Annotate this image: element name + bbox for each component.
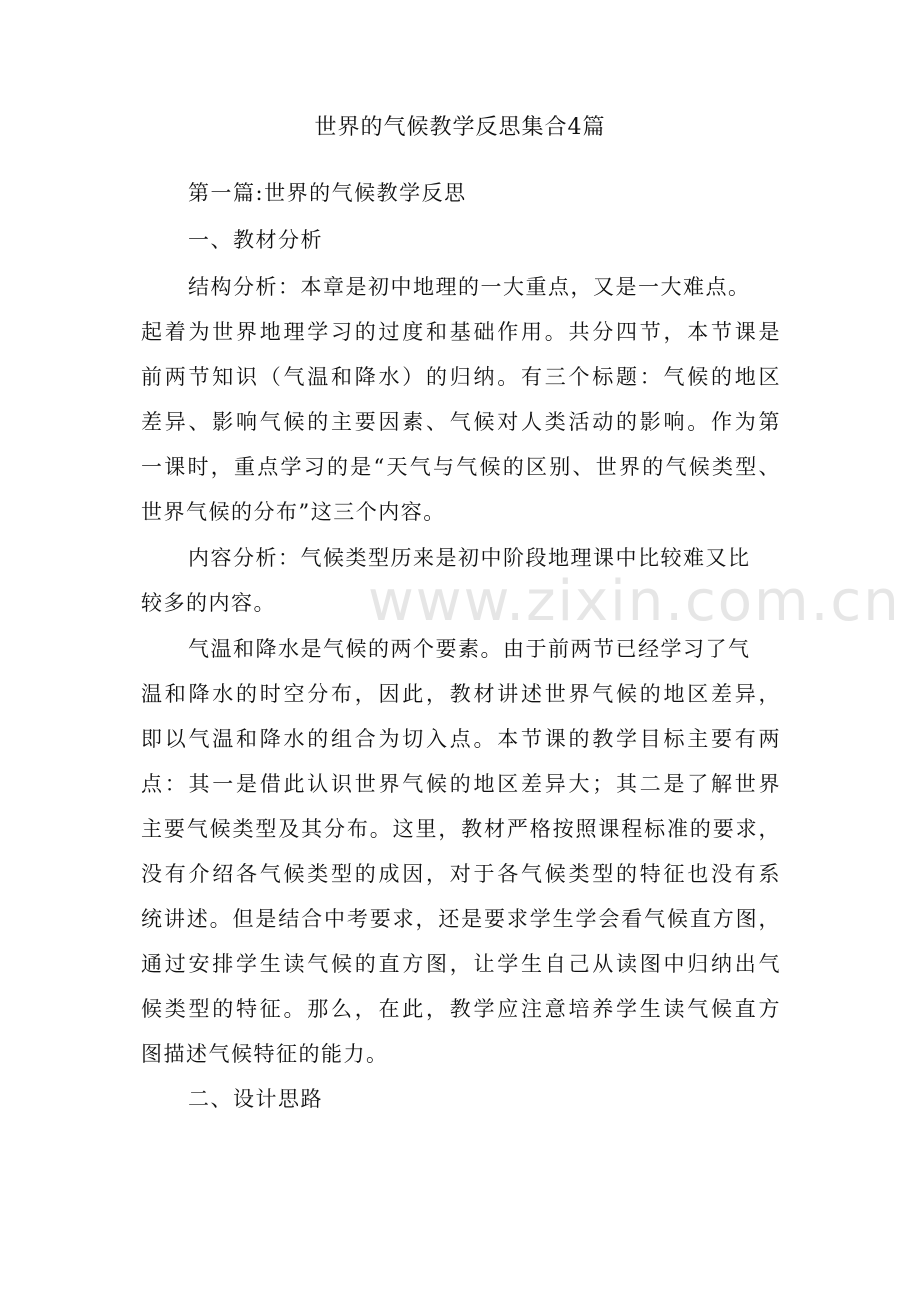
paragraph-line: 世界气候的分布”这三个内容。 — [141, 500, 446, 524]
paragraph-line: 候类型的特征。那么，在此，教学应注意培养学生读气候直方 — [141, 997, 781, 1021]
paragraph-line: 气温和降水是气候的两个要素。由于前两节已经学习了气 — [188, 637, 751, 661]
paragraph-line: 通过安排学生读气候的直方图，让学生自己从读图中归纳出气 — [141, 952, 781, 976]
paragraph-line: 温和降水的时空分布，因此，教材讲述世界气候的地区差异， — [141, 682, 781, 706]
paragraph-line: 主要气候类型及其分布。这里，教材严格按照课程标准的要求， — [141, 817, 781, 841]
paragraph-line: 统讲述。但是结合中考要求，还是要求学生学会看气候直方图， — [141, 907, 781, 931]
paragraph-line: 点：其一是借此认识世界气候的地区差异大；其二是了解世界 — [141, 772, 781, 796]
paragraph-line: 结构分析：本章是初中地理的一大重点，又是一大难点。 — [188, 275, 751, 299]
document-title: 世界的气候教学反思集合4篇 — [314, 115, 606, 140]
paragraph-line: 图描述气候特征的能力。 — [141, 1042, 389, 1066]
watermark: www.zixin.com.cn — [368, 569, 901, 634]
paragraph-line: 没有介绍各气候类型的成因，对于各气候类型的特征也没有系 — [141, 862, 781, 886]
paragraph-line: 内容分析：气候类型历来是初中阶段地理课中比较难又比 — [188, 546, 751, 570]
paragraph-line: 起着为世界地理学习的过度和基础作用。共分四节，本节课是 — [141, 320, 781, 344]
heading-first-article: 第一篇:世界的气候教学反思 — [188, 181, 467, 205]
paragraph-line: 较多的内容。 — [141, 591, 276, 615]
paragraph-line: 即以气温和降水的组合为切入点。本节课的教学目标主要有两 — [141, 727, 781, 751]
paragraph-line: 一课时，重点学习的是“天气与气候的区别、世界的气候类型、 — [141, 455, 781, 479]
paragraph-line: 前两节知识（气温和降水）的归纳。有三个标题：气候的地区 — [141, 365, 781, 389]
section-heading-textbook-analysis: 一、教材分析 — [188, 228, 323, 252]
section-heading-design-ideas: 二、设计思路 — [188, 1087, 323, 1111]
paragraph-line: 差异、影响气候的主要因素、气候对人类活动的影响。作为第 — [141, 410, 781, 434]
